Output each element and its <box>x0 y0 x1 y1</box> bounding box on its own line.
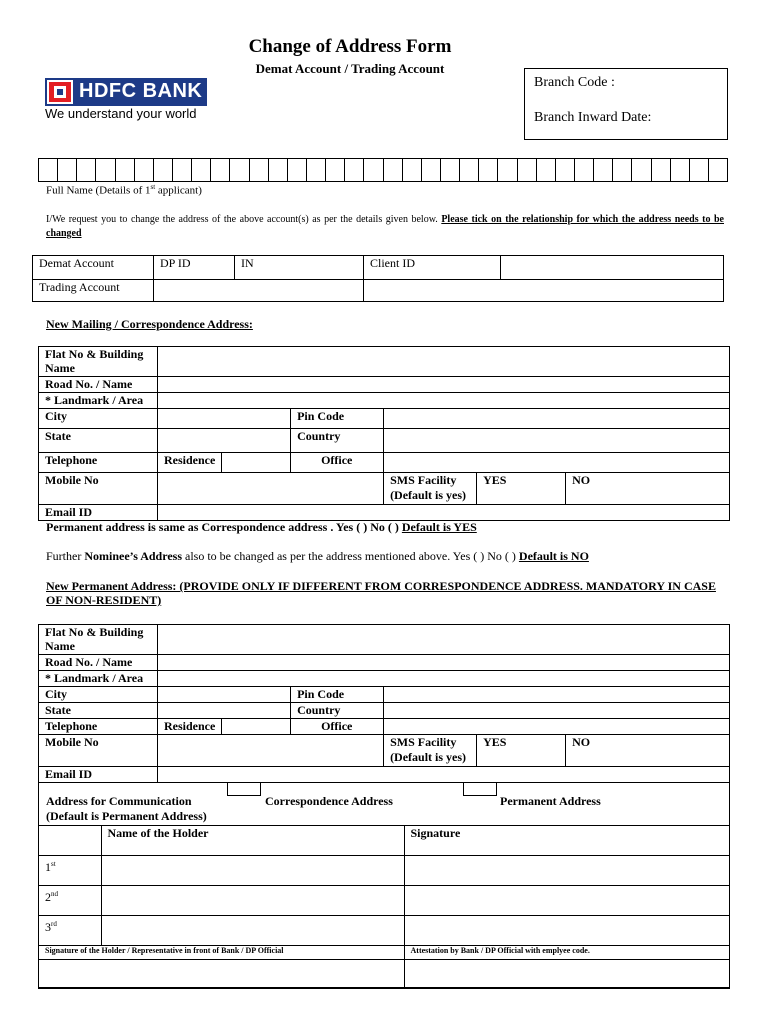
name-char-cell[interactable] <box>403 159 422 181</box>
footer-left-label: Signature of the Holder / Representative in front of Bank / DP Official <box>39 946 405 960</box>
mailing-no-label: NO <box>572 473 591 487</box>
mailing-flat-grid[interactable] <box>158 347 730 377</box>
logo-text: HDFC BANK <box>79 80 203 102</box>
holder-row-3-name[interactable] <box>101 916 404 946</box>
name-char-cell[interactable] <box>345 159 364 181</box>
mailing-state-label: State <box>39 429 158 453</box>
mailing-pin-grid[interactable] <box>384 409 730 429</box>
name-char-cell[interactable] <box>364 159 383 181</box>
name-char-cell[interactable] <box>498 159 517 181</box>
in-label: IN <box>235 256 364 280</box>
name-char-cell[interactable] <box>154 159 173 181</box>
name-char-cell[interactable] <box>613 159 632 181</box>
mailing-pin-label: Pin Code <box>291 409 384 429</box>
name-char-cell[interactable] <box>173 159 192 181</box>
holder-row-2-name[interactable] <box>101 886 404 916</box>
name-char-cell[interactable] <box>709 159 727 181</box>
holder-row-1-name[interactable] <box>101 856 404 886</box>
perm-residence-field[interactable] <box>222 719 291 735</box>
full-name-label: Full Name (Details of 1st applicant) <box>46 183 202 197</box>
name-char-cell[interactable] <box>384 159 403 181</box>
request-text: I/We request you to change the address of the above account(s) as per the details given below. Please tick on the relationship for which the address needs to be changed <box>46 214 724 239</box>
name-char-cell[interactable] <box>460 159 479 181</box>
holder-row-2-number: 2nd <box>39 886 102 916</box>
perm-state-label: State <box>39 703 158 719</box>
mailing-mobile-label: Mobile No <box>39 473 158 505</box>
hdfc-logo <box>45 78 207 106</box>
form-subtitle: Demat Account / Trading Account <box>255 61 445 76</box>
perm-road-grid[interactable] <box>158 655 730 671</box>
name-char-cell[interactable] <box>288 159 307 181</box>
trading-field-2[interactable] <box>364 280 724 302</box>
mailing-email-field[interactable] <box>158 505 730 521</box>
name-char-cell[interactable] <box>632 159 651 181</box>
holder-row-1-number: 1st <box>39 856 102 886</box>
perm-flat-grid[interactable] <box>158 625 730 655</box>
mailing-email-label: Email ID <box>39 505 158 521</box>
nominee-text: Further Nominee’s Address also to be changed as per the address mentioned above. Yes ( ) No ( ) Default is NO <box>46 549 589 563</box>
mailing-sms-no[interactable] <box>566 473 730 505</box>
form-title: Change of Address Form <box>248 36 452 57</box>
name-char-cell[interactable] <box>594 159 613 181</box>
hdfc-logo-icon <box>47 80 73 104</box>
name-char-cell[interactable] <box>211 159 230 181</box>
mailing-state-field[interactable] <box>158 429 291 453</box>
footer-right-label: Attestation by Bank / DP Official with emplyee code. <box>404 946 730 960</box>
mailing-country-field[interactable] <box>384 429 730 453</box>
name-char-cell[interactable] <box>441 159 460 181</box>
perm-landmark-label: * Landmark / Area <box>39 671 158 687</box>
mailing-mobile-field[interactable] <box>158 473 384 505</box>
name-char-cell[interactable] <box>135 159 154 181</box>
name-char-cell[interactable] <box>192 159 211 181</box>
name-char-cell[interactable] <box>575 159 594 181</box>
holder-name-header: Name of the Holder <box>101 826 404 856</box>
holder-signature-area[interactable] <box>39 960 405 988</box>
name-char-cell[interactable] <box>96 159 115 181</box>
full-name-grid[interactable] <box>38 158 728 182</box>
name-char-cell[interactable] <box>250 159 269 181</box>
holder-signature-header: Signature <box>404 826 730 856</box>
perm-country-label: Country <box>291 703 384 719</box>
perm-pin-grid[interactable] <box>384 687 730 703</box>
perm-residence-label: Residence <box>158 719 222 735</box>
perm-country-field[interactable] <box>384 703 730 719</box>
mailing-landmark-grid[interactable] <box>158 393 730 409</box>
name-char-cell[interactable] <box>269 159 288 181</box>
name-char-cell[interactable] <box>422 159 441 181</box>
perm-sms-no[interactable] <box>566 735 730 767</box>
correspondence-checkbox[interactable] <box>227 782 261 796</box>
perm-city-field[interactable] <box>158 687 291 703</box>
mailing-landmark-label: * Landmark / Area <box>39 393 158 409</box>
name-char-cell[interactable] <box>58 159 77 181</box>
mailing-country-label: Country <box>291 429 384 453</box>
perm-sms-yes[interactable] <box>477 735 566 767</box>
trading-account-label: Trading Account <box>33 280 154 302</box>
perm-mobile-label: Mobile No <box>39 735 158 767</box>
holders-table <box>38 825 730 988</box>
name-char-cell[interactable] <box>518 159 537 181</box>
mailing-office-field[interactable] <box>384 453 730 473</box>
name-char-cell[interactable] <box>326 159 345 181</box>
perm-yes-label: YES <box>483 735 507 749</box>
client-id-label: Client ID <box>364 256 501 280</box>
permanent-option-label: Permanent Address <box>500 794 601 808</box>
perm-city-label: City <box>39 687 158 703</box>
mailing-flat-label: Flat No & Building Name <box>39 347 158 377</box>
mailing-heading: New Mailing / Correspondence Address: <box>46 317 253 331</box>
name-char-cell[interactable] <box>671 159 690 181</box>
mailing-city-field[interactable] <box>158 409 291 429</box>
mailing-residence-field[interactable] <box>222 453 291 473</box>
mailing-office-label: Office <box>291 453 384 473</box>
perm-road-label: Road No. / Name <box>39 655 158 671</box>
permanent-checkbox[interactable] <box>463 782 497 796</box>
perm-mobile-field[interactable] <box>158 735 384 767</box>
perm-telephone-label: Telephone <box>39 719 158 735</box>
mailing-telephone-label: Telephone <box>39 453 158 473</box>
mailing-sms-label: SMS Facility (Default is yes) <box>384 473 477 505</box>
perm-office-label: Office <box>291 719 384 735</box>
demat-account-label: Demat Account <box>33 256 154 280</box>
name-char-cell[interactable] <box>39 159 58 181</box>
name-char-cell[interactable] <box>77 159 96 181</box>
perm-sms-label: SMS Facility (Default is yes) <box>384 735 477 767</box>
perm-landmark-grid[interactable] <box>158 671 730 687</box>
perm-state-field[interactable] <box>158 703 291 719</box>
permanent-heading: New Permanent Address: (PROVIDE ONLY IF DIFFERENT FROM CORRESPONDENCE ADDRESS. MANDATORY IN CASE OF NON-RESIDENT) <box>46 579 716 607</box>
name-char-cell[interactable] <box>690 159 709 181</box>
holder-row-3-number: 3rd <box>39 916 102 946</box>
client-id-field[interactable] <box>501 256 724 280</box>
perm-email-label: Email ID <box>39 767 158 783</box>
holder-row-3-signature[interactable] <box>404 916 730 946</box>
perm-no-label: NO <box>572 735 591 749</box>
branch-inward-date-label: Branch Inward Date: <box>534 110 652 125</box>
name-char-cell[interactable] <box>307 159 326 181</box>
name-char-cell[interactable] <box>652 159 671 181</box>
name-char-cell[interactable] <box>230 159 249 181</box>
mailing-road-grid[interactable] <box>158 377 730 393</box>
mailing-residence-label: Residence <box>158 453 222 473</box>
name-char-cell[interactable] <box>479 159 498 181</box>
mailing-city-label: City <box>39 409 158 429</box>
branch-code-label: Branch Code : <box>534 75 615 90</box>
name-char-cell[interactable] <box>116 159 135 181</box>
logo-tagline: We understand your world <box>45 106 197 121</box>
account-table <box>32 255 724 302</box>
permanent-same-text: Permanent address is same as Correspondence address . Yes ( ) No ( ) Default is YES <box>46 520 477 534</box>
holder-row-2-signature[interactable] <box>404 886 730 916</box>
mailing-road-label: Road No. / Name <box>39 377 158 393</box>
name-char-cell[interactable] <box>537 159 556 181</box>
name-char-cell[interactable] <box>556 159 575 181</box>
correspondence-option-label: Correspondence Address <box>265 794 393 808</box>
mailing-sms-yes[interactable] <box>477 473 566 505</box>
perm-pin-label: Pin Code <box>291 687 384 703</box>
mailing-address-table <box>38 346 730 521</box>
trading-field-1[interactable] <box>154 280 364 302</box>
holder-row-1-signature[interactable] <box>404 856 730 886</box>
mailing-yes-label: YES <box>483 473 507 487</box>
holder-blank-header <box>39 826 102 856</box>
communication-label: Address for Communication (Default is Permanent Address) <box>46 794 207 823</box>
dp-id-label: DP ID <box>154 256 235 280</box>
permanent-address-table <box>38 624 730 783</box>
attestation-area[interactable] <box>404 960 730 988</box>
perm-flat-label: Flat No & Building Name <box>39 625 158 655</box>
branch-box <box>524 68 728 140</box>
perm-office-field[interactable] <box>384 719 730 735</box>
